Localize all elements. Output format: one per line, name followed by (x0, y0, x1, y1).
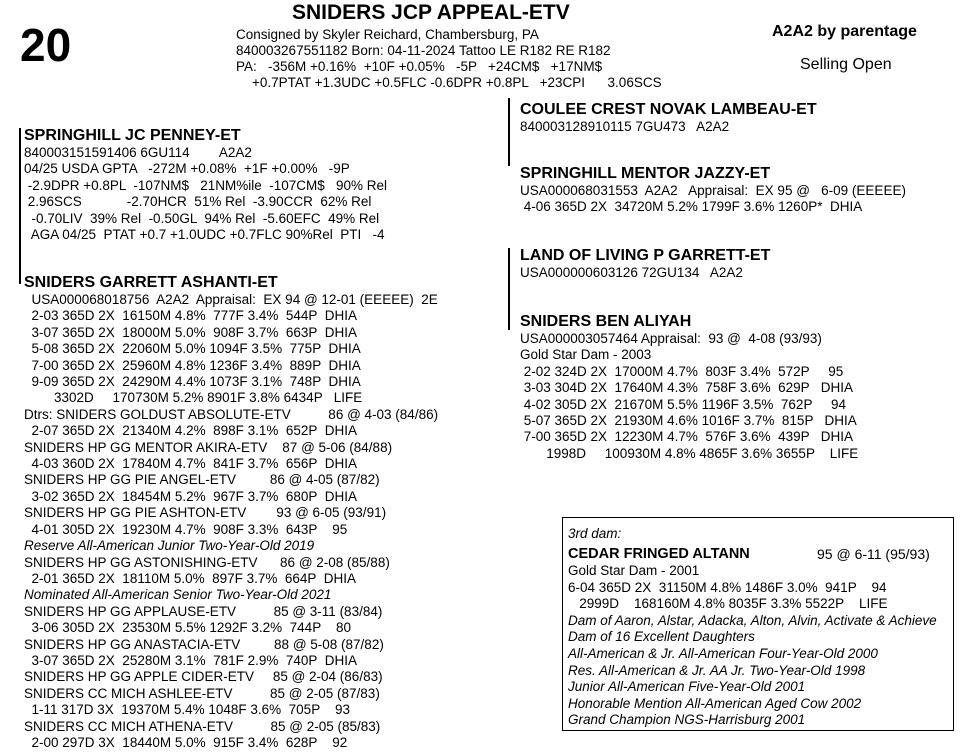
sire-sire-detail-line: 840003128910115 7GU473 A2A2 (520, 119, 730, 134)
dam-detail-line: 3302D 170730M 5.2% 8901F 3.8% 6434P LIFE (24, 390, 363, 406)
sire-sire-bracket (508, 98, 510, 166)
third-dam-detail-line: Honorable Mention All-American Aged Cow 2002 (568, 695, 862, 711)
dam-detail-line: SNIDERS HP GG APPLE CIDER-ETV 85 @ 2-04 (86/83) (24, 669, 383, 685)
dam-detail-line: 3-02 365D 2X 18454M 5.2% 967F 3.7% 680P DHIA (24, 488, 357, 504)
dam-detail-line: 3-06 305D 2X 23530M 5.5% 1292F 3.2% 744P 80 (24, 620, 351, 636)
dam-dam-detail-line: 3-03 304D 2X 17640M 4.3% 758F 3.6% 629P DHIA (520, 380, 853, 396)
third-dam-details (568, 563, 937, 729)
dam-dam-detail-line: Gold Star Dam - 2003 (520, 347, 652, 363)
dam-detail-line: SNIDERS HP GG PIE ANGEL-ETV 86 @ 4-05 (87/82) (24, 472, 380, 488)
third-dam-detail-line: Junior All-American Five-Year-Old 2001 (568, 679, 806, 695)
dam-block (24, 274, 438, 751)
dam-dam-detail-line: 7-00 365D 2X 12230M 4.7% 576F 3.6% 439P DHIA (520, 429, 853, 445)
sire-dam-detail-line: 4-06 365D 2X 34720M 5.2% 1799F 3.6% 1260P* DHIA (520, 199, 863, 215)
dam-detail-line: 4-01 305D 2X 19230M 4.7% 908F 3.3% 643P 95 (24, 521, 348, 537)
dam-sire-block (520, 247, 770, 281)
sire-detail-line: -0.70LIV 39% Rel -0.50GL 94% Rel -5.60EFC 49% Rel (24, 210, 380, 226)
dam-detail-line: SNIDERS CC MICH ATHENA-ETV 85 @ 2-05 (85/83) (24, 718, 381, 734)
dam-dam-detail-line: 2-02 324D 2X 17000M 4.7% 803F 3.4% 572P 95 (520, 363, 844, 379)
dam-detail-line: SNIDERS HP GG ANASTACIA-ETV 88 @ 5-08 (87/82) (24, 636, 384, 652)
sire-detail-line: 04/25 USDA GPTA -272M +0.08% +1F +0.00% -9P (24, 161, 350, 177)
pa-line-2: +0.7PTAT +1.3UDC +0.5FLC -0.6DPR +0.8PL +23CPI 3.06SCS (252, 75, 662, 90)
dam-detail-line: 2-00 297D 3X 18440M 5.0% 915F 3.4% 628P 92 (24, 734, 348, 750)
sire-detail-line: 840003151591406 6GU114 A2A2 (24, 145, 252, 160)
sire-dam-detail-line: USA000068031553 A2A2 Appraisal: EX 95 @ 6-09 (EEEEE) (520, 183, 906, 198)
third-dam-detail-line: Res. All-American & Jr. AA Jr. Two-Year-Old 1998 (568, 662, 866, 678)
dam-detail-line: SNIDERS CC MICH ASHLEE-ETV 85 @ 2-05 (87/83) (24, 685, 380, 701)
sire-details (24, 145, 387, 243)
third-dam-detail-line: Dam of 16 Excellent Daughters (568, 629, 755, 645)
dam-detail-line: SNIDERS HP GG APPLAUSE-ETV 85 @ 3-11 (83/84) (24, 603, 383, 619)
dam-detail-line: 4-03 360D 2X 17840M 4.7% 841F 3.7% 656P DHIA (24, 456, 357, 472)
dam-name: SNIDERS GARRETT ASHANTI-ET (24, 274, 278, 291)
dam-details (24, 292, 438, 751)
dam-sire-details (520, 265, 770, 281)
sire-bracket (19, 128, 21, 284)
dam-detail-line: SNIDERS HP GG PIE ASHTON-ETV 93 @ 6-05 (93/91) (24, 505, 387, 521)
dam-detail-line: 2-01 365D 2X 18110M 5.0% 897F 3.7% 664P DHIA (24, 570, 356, 586)
dam-detail-line: Dtrs: SNIDERS GOLDUST ABSOLUTE-ETV 86 @ 4-03 (84/86) (24, 406, 439, 422)
sire-name: SPRINGHILL JC PENNEY-ET (24, 127, 241, 144)
dam-dam-detail-line: 5-07 365D 2X 21930M 4.6% 1016F 3.7% 815P DHIA (520, 413, 857, 429)
dam-detail-line: Reserve All-American Junior Two-Year-Old 2019 (24, 538, 315, 554)
dam-detail-line: SNIDERS HP GG ASTONISHING-ETV 86 @ 2-08 (85/88) (24, 554, 390, 570)
consigned-by: Consigned by Skyler Reichard, Chambersburg, PA (236, 27, 539, 42)
dam-sire-detail-line: USA000000603126 72GU134 A2A2 (520, 265, 743, 280)
dam-detail-line: SNIDERS HP GG MENTOR AKIRA-ETV 87 @ 5-06 (84/88) (24, 439, 393, 455)
pa-line-1: PA: -356M +0.16% +10F +0.05% -5P +24CM$ +17NM$ (236, 59, 603, 74)
sire-dam-details (520, 183, 906, 216)
dam-dam-detail-line: 1998D 100930M 4.8% 4865F 3.6% 3655P LIFE (520, 445, 859, 461)
dam-dam-details (520, 331, 858, 462)
dam-detail-line: 1-11 317D 3X 19370M 5.4% 1048F 3.6% 705P 93 (24, 702, 350, 718)
animal-name: SNIDERS JCP APPEAL-ETV (292, 1, 570, 24)
third-dam-box (562, 517, 954, 731)
third-dam-detail-line: Gold Star Dam - 2001 (568, 563, 700, 578)
sire-detail-line: 2.96SCS -2.70HCR 51% Rel -3.90CCR 62% Rel (24, 194, 372, 210)
dam-detail-line: 9-09 365D 2X 24290M 4.4% 1073F 3.1% 748P DHIA (24, 374, 361, 390)
dam-dam-detail-line: 4-02 305D 2X 21670M 5.5% 1196F 3.5% 762P 94 (520, 396, 846, 412)
animal-id-line: 840003267551182 Born: 04-11-2024 Tattoo LE R182 RE R182 (236, 43, 611, 58)
third-dam-detail-line: 6-04 365D 2X 31150M 4.8% 1486F 3.0% 941P 94 (568, 579, 887, 595)
third-dam-detail-line: 2999D 168160M 4.8% 8035F 3.3% 5522P LIFE (568, 596, 888, 612)
third-dam-score: 95 @ 6-11 (95/93) (817, 546, 930, 562)
third-dam-detail-line: All-American & Jr. All-American Four-Year-Old 2000 (568, 645, 878, 661)
sire-sire-details (520, 119, 817, 135)
dam-detail-line: 3-07 365D 2X 25280M 3.1% 781F 2.9% 740P DHIA (24, 652, 357, 668)
third-dam-name: CEDAR FRINGED ALTANN (568, 546, 750, 562)
dam-detail-line: USA000068018756 A2A2 Appraisal: EX 94 @ 12-01 (EEEEE) 2E (24, 292, 438, 307)
sire-sire-name: COULEE CREST NOVAK LAMBEAU-ET (520, 101, 817, 118)
dam-detail-line: 7-00 365D 2X 25960M 4.8% 1236F 3.4% 889P DHIA (24, 357, 361, 373)
sire-dam-name: SPRINGHILL MENTOR JAZZY-ET (520, 165, 771, 182)
selling-status: Selling Open (800, 56, 892, 73)
dam-detail-line: 2-03 365D 2X 16150M 4.8% 777F 3.4% 544P DHIA (24, 308, 357, 324)
dam-detail-line: Nominated All-American Senior Two-Year-Old 2021 (24, 587, 332, 603)
third-dam-heading: 3rd dam: (568, 526, 622, 541)
dam-detail-line: 2-07 365D 2X 21340M 4.2% 898F 3.1% 652P DHIA (24, 423, 357, 439)
sire-detail-line: -2.9DPR +0.8PL -107NM$ 21NM%ile -107CM$ 90% Rel (24, 177, 388, 193)
lot-number: 20 (20, 19, 72, 71)
dam-dam-detail-line: USA000003057464 Appraisal: 93 @ 4-08 (93/93) (520, 331, 822, 346)
third-dam-detail-line: Grand Champion NGS-Harrisburg 2001 (568, 712, 806, 728)
dam-sire-name: LAND OF LIVING P GARRETT-ET (520, 247, 771, 264)
a2-status: A2A2 by parentage (772, 23, 917, 40)
sire-sire-block (520, 101, 817, 135)
dam-sire-bracket (508, 248, 510, 330)
dam-dam-name: SNIDERS BEN ALIYAH (520, 313, 692, 330)
sire-dam-block (520, 165, 906, 216)
dam-dam-block (520, 313, 858, 462)
dam-detail-line: 3-07 365D 2X 18000M 5.0% 908F 3.7% 663P DHIA (24, 324, 357, 340)
third-dam-detail-line: Dam of Aaron, Alstar, Adacka, Alton, Alvin, Activate & Achieve (568, 612, 937, 628)
dam-detail-line: 5-08 365D 2X 22060M 5.0% 1094F 3.5% 775P DHIA (24, 341, 361, 357)
sire-block (24, 127, 387, 243)
sire-detail-line: AGA 04/25 PTAT +0.7 +1.0UDC +0.7FLC 90%Rel PTI -4 (24, 227, 385, 243)
